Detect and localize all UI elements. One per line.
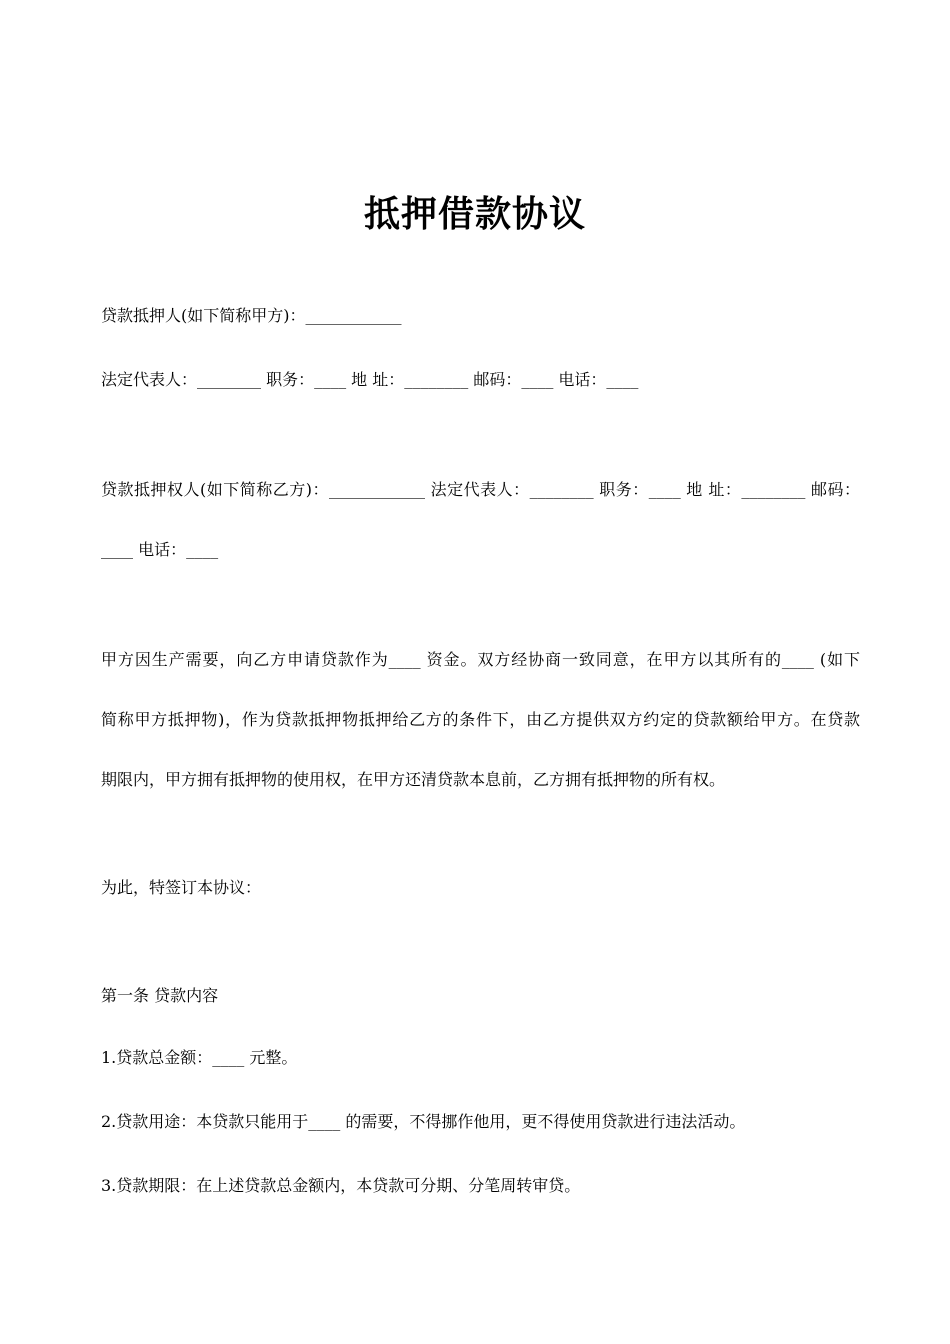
article-1-item-2: 2.贷款用途：本贷款只能用于____ 的需要，不得挪作他用，更不得使用贷款进行违法活动。 xyxy=(101,1112,746,1131)
document-title: 抵押借款协议 xyxy=(363,193,586,235)
intro-line-1: 甲方因生产需要，向乙方申请贷款作为____ 资金。双方经协商一致同意，在甲方以其所有的____ (如下 xyxy=(101,650,860,669)
article-1-heading: 第一条 贷款内容 xyxy=(101,986,219,1005)
article-1-item-1: 1.贷款总金额：____ 元整。 xyxy=(101,1048,298,1067)
party-b-line-1: 贷款抵押权人(如下简称乙方)：____________ 法定代表人：________ 职务：____ 地 址：________ 邮码： xyxy=(101,480,860,499)
party-a-line-2: 法定代表人：________ 职务：____ 地 址：________ 邮码：____ 电话：____ xyxy=(101,370,639,389)
article-1-item-3: 3.贷款期限：在上述贷款总金额内，本贷款可分期、分笔周转审贷。 xyxy=(101,1176,581,1195)
party-a-line-1: 贷款抵押人(如下简称甲方)：____________ xyxy=(101,306,402,325)
intro-line-3: 期限内，甲方拥有抵押物的使用权，在甲方还清贷款本息前，乙方拥有抵押物的所有权。 xyxy=(101,770,726,789)
intro-line-2: 简称甲方抵押物)，作为贷款抵押物抵押给乙方的条件下，由乙方提供双方约定的贷款额给甲方。在贷款 xyxy=(101,710,860,729)
agreement-statement: 为此，特签订本协议： xyxy=(101,878,262,897)
party-b-line-2: ____ 电话：____ xyxy=(101,540,219,559)
